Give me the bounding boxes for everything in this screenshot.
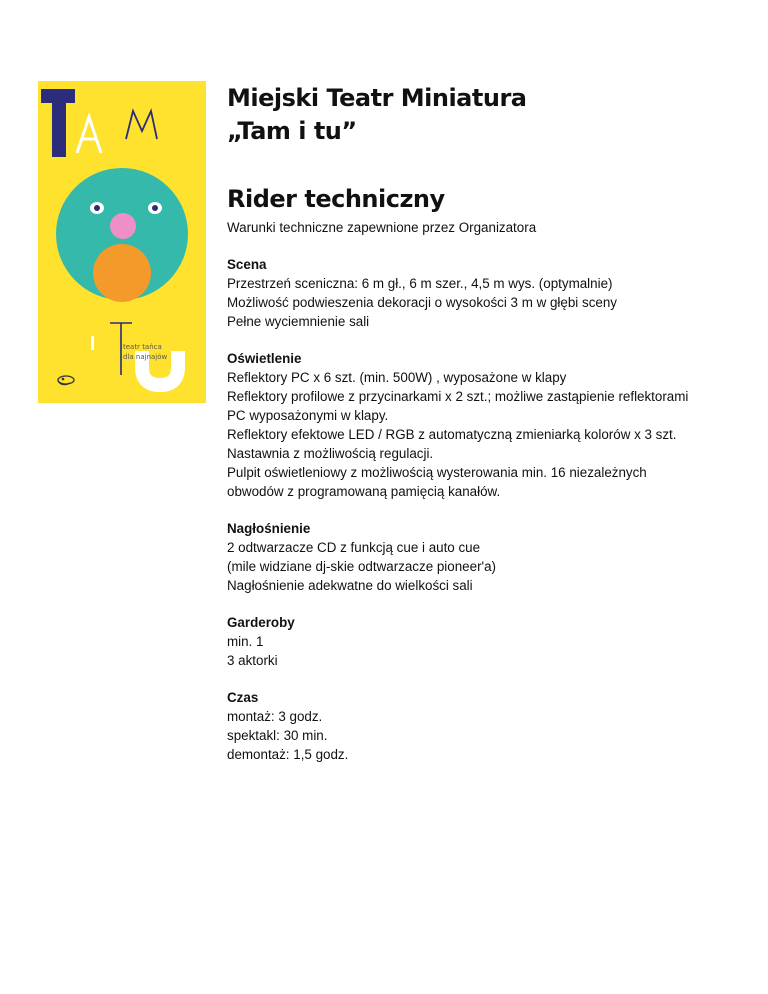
rider-content	[227, 82, 747, 764]
section-line: 2 odtwarzacze CD z funkcją cue i auto cue	[227, 540, 481, 555]
section-heading: Czas	[227, 690, 259, 705]
poster-tagline-2: dla najnajów	[123, 353, 168, 361]
section-line: Pełne wyciemnienie sali	[227, 314, 370, 329]
section-line: Nagłośnienie adekwatne do wielkości sali	[227, 578, 473, 593]
section-line: Możliwość podwieszenia dekoracji o wysokości 3 m w głębi sceny	[227, 295, 617, 310]
section-line: demontaż: 1,5 godz.	[227, 747, 349, 762]
section-heading: Oświetlenie	[227, 351, 302, 366]
nose	[110, 213, 136, 239]
mouth	[93, 244, 151, 302]
theatre-logo-icon	[58, 376, 74, 385]
left-pupil	[94, 205, 100, 211]
letter-i	[91, 336, 94, 350]
section-line: PC wyposażonymi w klapy.	[227, 408, 389, 423]
section-line: montaż: 3 godz.	[227, 709, 323, 724]
letter-a	[77, 117, 101, 153]
section-line: Reflektory profilowe z przycinarkami x 2 szt.; możliwe zastąpienie reflektorami	[227, 389, 689, 404]
letter-t-stem	[52, 89, 66, 157]
poster-illustration	[38, 81, 206, 403]
poster-image	[38, 81, 206, 403]
title-line-1: Miejski Teatr Miniatura	[227, 84, 527, 112]
section-line: Pulpit oświetleniowy z możliwością wysterowania min. 16 niezależnych	[227, 465, 647, 480]
section-heading: Garderoby	[227, 615, 295, 630]
section-oswietlenie	[227, 349, 747, 501]
section-line: Nastawnia z możliwością regulacji.	[227, 446, 434, 461]
section-line: spektakl: 30 min.	[227, 728, 328, 743]
section-line: (mile widziane dj-skie odtwarzacze pioneer'a)	[227, 559, 496, 574]
letter-m	[126, 111, 157, 139]
section-heading: Scena	[227, 257, 267, 272]
intro-text: Warunki techniczne zapewnione przez Organizatora	[227, 220, 537, 235]
section-heading: Nagłośnienie	[227, 521, 311, 536]
theatre-title	[227, 82, 747, 148]
section-garderoby	[227, 613, 747, 670]
poster-tagline-1: teatr tańca	[123, 343, 162, 351]
section-line: Reflektory efektowe LED / RGB z automatyczną zmieniarką kolorów x 3 szt.	[227, 427, 677, 442]
document-subtitle: Rider techniczny	[227, 185, 445, 213]
section-naglosnienie	[227, 519, 747, 595]
section-czas	[227, 688, 747, 764]
section-line: min. 1	[227, 634, 264, 649]
section-line: Reflektory PC x 6 szt. (min. 500W) , wyposażone w klapy	[227, 370, 567, 385]
section-scena	[227, 255, 747, 331]
section-line: obwodów z programowaną pamięcią kanałów.	[227, 484, 501, 499]
section-line: Przestrzeń sceniczna: 6 m gł., 6 m szer., 4,5 m wys. (optymalnie)	[227, 276, 613, 291]
section-line: 3 aktorki	[227, 653, 278, 668]
title-line-2: „Tam i tu”	[227, 117, 357, 145]
right-pupil	[152, 205, 158, 211]
